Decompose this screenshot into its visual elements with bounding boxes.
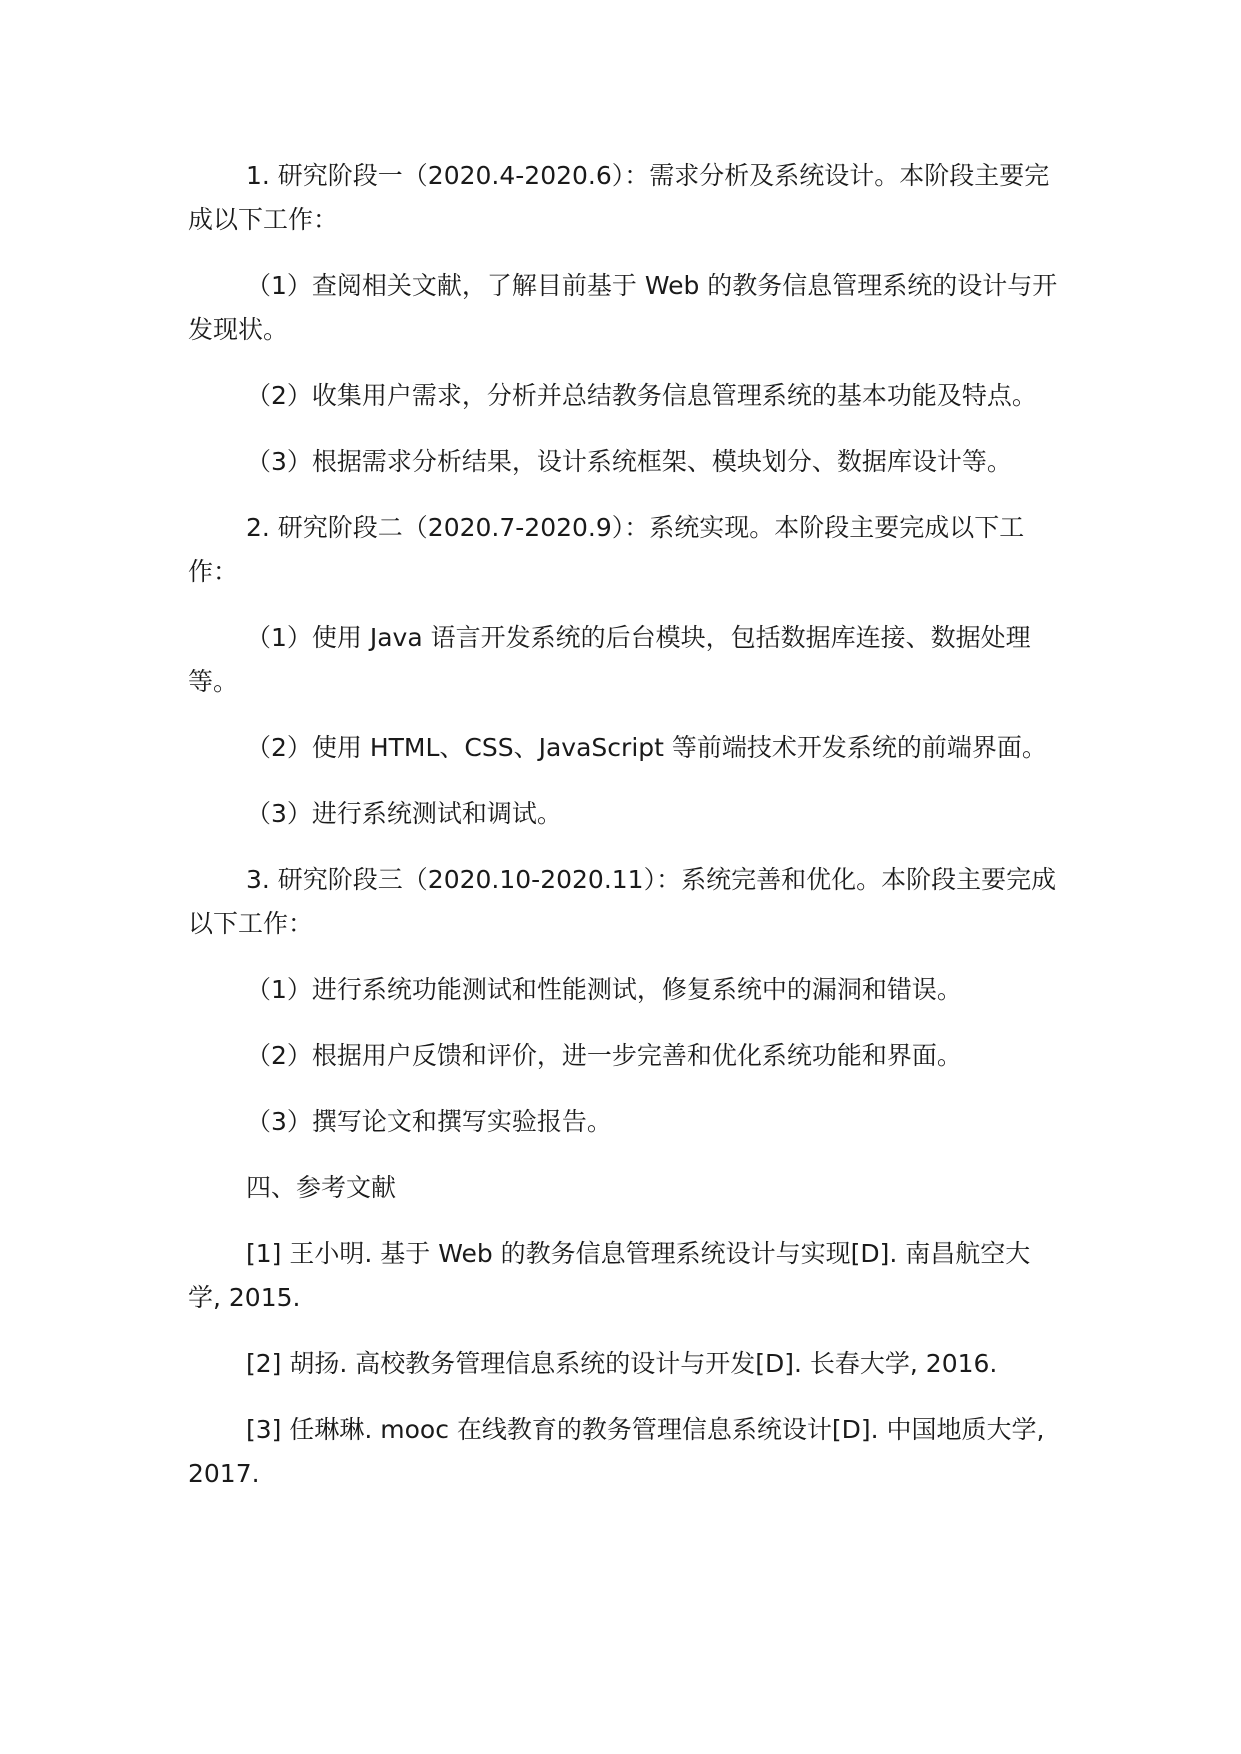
stage-3-heading: 3. 研究阶段三（2020.10-2020.11）：系统完善和优化。本阶段主要完成以下工作： (188, 865, 1057, 938)
stage-1-item-2: （2）收集用户需求，分析并总结教务信息管理系统的基本功能及特点。 (246, 381, 1037, 410)
reference-3: [3] 任琳琳. mooc 在线教育的教务管理信息系统设计[D]. 中国地质大学, 2017. (188, 1415, 1045, 1488)
reference-1: [1] 王小明. 基于 Web 的教务信息管理系统设计与实现[D]. 南昌航空大学, 2015. (188, 1239, 1031, 1312)
stage-3-item-3: （3）撰写论文和撰写实验报告。 (246, 1107, 612, 1136)
document-body (188, 154, 1063, 1518)
stage-3-item-2: （2）根据用户反馈和评价，进一步完善和优化系统功能和界面。 (246, 1041, 962, 1070)
stage-2-item-2: （2）使用 HTML、CSS、JavaScript 等前端技术开发系统的前端界面。 (246, 733, 1047, 762)
stage-1-item-1: （1）查阅相关文献，了解目前基于 Web 的教务信息管理系统的设计与开发现状。 (188, 271, 1058, 344)
stage-2-item-1: （1）使用 Java 语言开发系统的后台模块，包括数据库连接、数据处理等。 (188, 623, 1031, 696)
references-heading: 四、参考文献 (246, 1173, 397, 1202)
reference-2: [2] 胡扬. 高校教务管理信息系统的设计与开发[D]. 长春大学, 2016. (246, 1349, 998, 1378)
stage-2-heading: 2. 研究阶段二（2020.7-2020.9）：系统实现。本阶段主要完成以下工作： (188, 513, 1025, 586)
stage-1-item-3: （3）根据需求分析结果，设计系统框架、模块划分、数据库设计等。 (246, 447, 1012, 476)
stage-2-item-3: （3）进行系统测试和调试。 (246, 799, 562, 828)
stage-3-item-1: （1）进行系统功能测试和性能测试，修复系统中的漏洞和错误。 (246, 975, 962, 1004)
stage-1-heading: 1. 研究阶段一（2020.4-2020.6）：需求分析及系统设计。本阶段主要完成以下工作： (188, 161, 1050, 234)
